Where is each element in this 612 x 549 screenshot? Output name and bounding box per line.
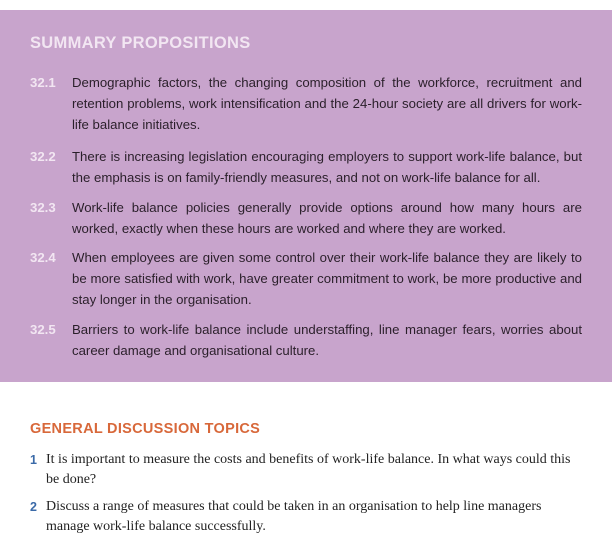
proposition-number: 32.4: [30, 250, 56, 265]
proposition-number: 32.5: [30, 322, 56, 337]
topic-number: 2: [30, 500, 37, 514]
discussion-topic-item: [30, 497, 582, 537]
proposition-item: [30, 146, 582, 188]
topic-number: 1: [30, 453, 37, 467]
proposition-item: [30, 319, 582, 361]
proposition-text: When employees are given some control over their work-life balance they are likely to be more satisfied with work, have greater commitment to work, be more productive and stay longer in the organisation.: [72, 250, 582, 307]
summary-title: SUMMARY PROPOSITIONS: [30, 34, 251, 52]
proposition-item: [30, 247, 582, 310]
proposition-number: 32.3: [30, 200, 56, 215]
proposition-item: [30, 72, 582, 135]
proposition-number: 32.2: [30, 149, 56, 164]
proposition-text: Demographic factors, the changing composition of the workforce, recruitment and retention problems, work intensification and the 24-hour society are all drivers for work-life balance initiatives.: [72, 75, 582, 132]
summary-propositions-box: [0, 10, 612, 382]
topic-text: Discuss a range of measures that could be taken in an organisation to help line managers manage work-life balance successfully.: [46, 499, 542, 534]
proposition-item: [30, 197, 582, 239]
discussion-title: GENERAL DISCUSSION TOPICS: [30, 421, 261, 437]
discussion-topic-item: [30, 450, 582, 490]
topic-text: It is important to measure the costs and benefits of work-life balance. In what ways could this be done?: [46, 452, 571, 487]
proposition-text: Work-life balance policies generally provide options around how many hours are worked, exactly when these hours are worked and where they are worked.: [72, 200, 582, 236]
proposition-text: Barriers to work-life balance include understaffing, line manager fears, worries about career damage and organisational culture.: [72, 322, 582, 358]
proposition-text: There is increasing legislation encouraging employers to support work-life balance, but the emphasis is on family-friendly measures, and not on work-life balance for all.: [72, 149, 582, 185]
proposition-number: 32.1: [30, 75, 56, 90]
